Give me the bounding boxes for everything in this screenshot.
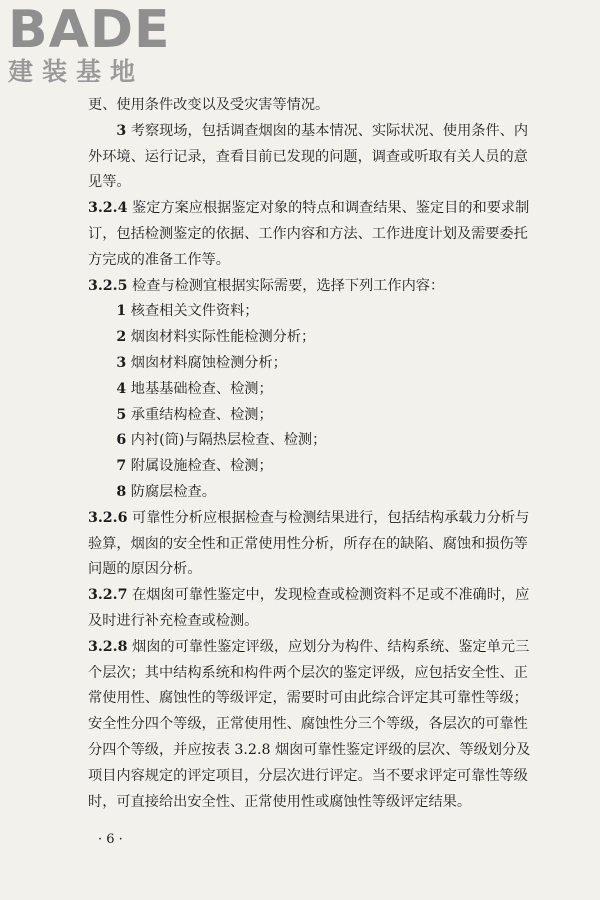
clause-text: 在烟囱可靠性鉴定中，发现检查或检测资料不足或不准确时，应及时进行补充检查或检测。 xyxy=(88,587,530,629)
page-number: · 6 · xyxy=(98,832,123,847)
list-item-3 xyxy=(88,119,538,196)
clause-number: 3.2.5 xyxy=(88,277,128,294)
list-item: 4 地基基础检查、检测； xyxy=(116,380,273,397)
list-item: 2 烟囱材料实际性能检测分析； xyxy=(116,329,316,346)
clause-text: 检查与检测宜根据实际需要，选择下列工作内容： xyxy=(127,277,445,294)
list-item: 8 防腐层检查。 xyxy=(116,483,216,500)
clause-text: 烟囱的可靠性鉴定评级，应划分为构件、结构系统、鉴定单元三个层次；其中结构系统和构件两个层次的鉴定评级，应包括安全性、正常使用性、腐蚀性的等级评定，需要时可由此综合评定其可靠性等级；安全性分四个等级，正常使用性、腐蚀性分三个等级，各层次的可靠性分四个等级，并应按表 3.2.8 烟囱可靠性鉴定评级的层次、等级划分及项目内容规定的评定项目，分层次进行评定。当不要求评定可靠性等级时，可直接给出安全性、正常使用性或腐蚀性等级评定结果。 xyxy=(88,638,531,810)
clause-number: 3.2.6 xyxy=(88,509,128,526)
clause-3-2-7 xyxy=(88,583,538,635)
clause-number: 3.2.7 xyxy=(88,587,128,604)
list-item: 5 承重结构检查、检测； xyxy=(116,406,273,423)
clause-text: 鉴定方案应根据鉴定对象的特点和调查结果、鉴定目的和要求制订，包括检测鉴定的依据、工作内容和方法、工作进度计划及需要委托方完成的准备工作等。 xyxy=(88,200,530,268)
logo-subtitle: 建装基地 xyxy=(8,57,145,86)
list-item: 1 核查相关文件资料； xyxy=(116,303,259,320)
item-number: 3 xyxy=(116,122,127,139)
clause-number: 3.2.8 xyxy=(88,638,128,655)
clause-text: 可靠性分析应根据检查与检测结果进行，包括结构承载力分析与验算，烟囱的安全性和正常使用性分析，所存在的缺陷、腐蚀和损伤等问题的原因分析。 xyxy=(88,509,530,578)
logo-wordmark: BADE xyxy=(8,0,171,60)
site-logo xyxy=(8,0,171,86)
document-body xyxy=(88,93,538,815)
clause-3-2-5 xyxy=(88,274,538,300)
clause-3-2-8 xyxy=(88,635,538,816)
clause-3-2-6 xyxy=(88,506,538,583)
clause-number: 3.2.4 xyxy=(88,200,128,217)
list-item: 6 内衬(筒)与隔热层检查、检测； xyxy=(116,432,327,449)
clause-3-2-4 xyxy=(88,196,538,273)
list-item: 3 烟囱材料腐蚀检测分析； xyxy=(116,354,287,371)
paragraph-continuation: 更、使用条件改变以及受灾害等情况。 xyxy=(88,97,330,113)
item-text: 考察现场，包括调查烟囱的基本情况、实际状况、使用条件、内外环境、运行记录，查看目前已发现的问题，调查或听取有关人员的意见等。 xyxy=(88,122,529,191)
list-item: 7 附属设施检查、检测； xyxy=(116,458,273,475)
